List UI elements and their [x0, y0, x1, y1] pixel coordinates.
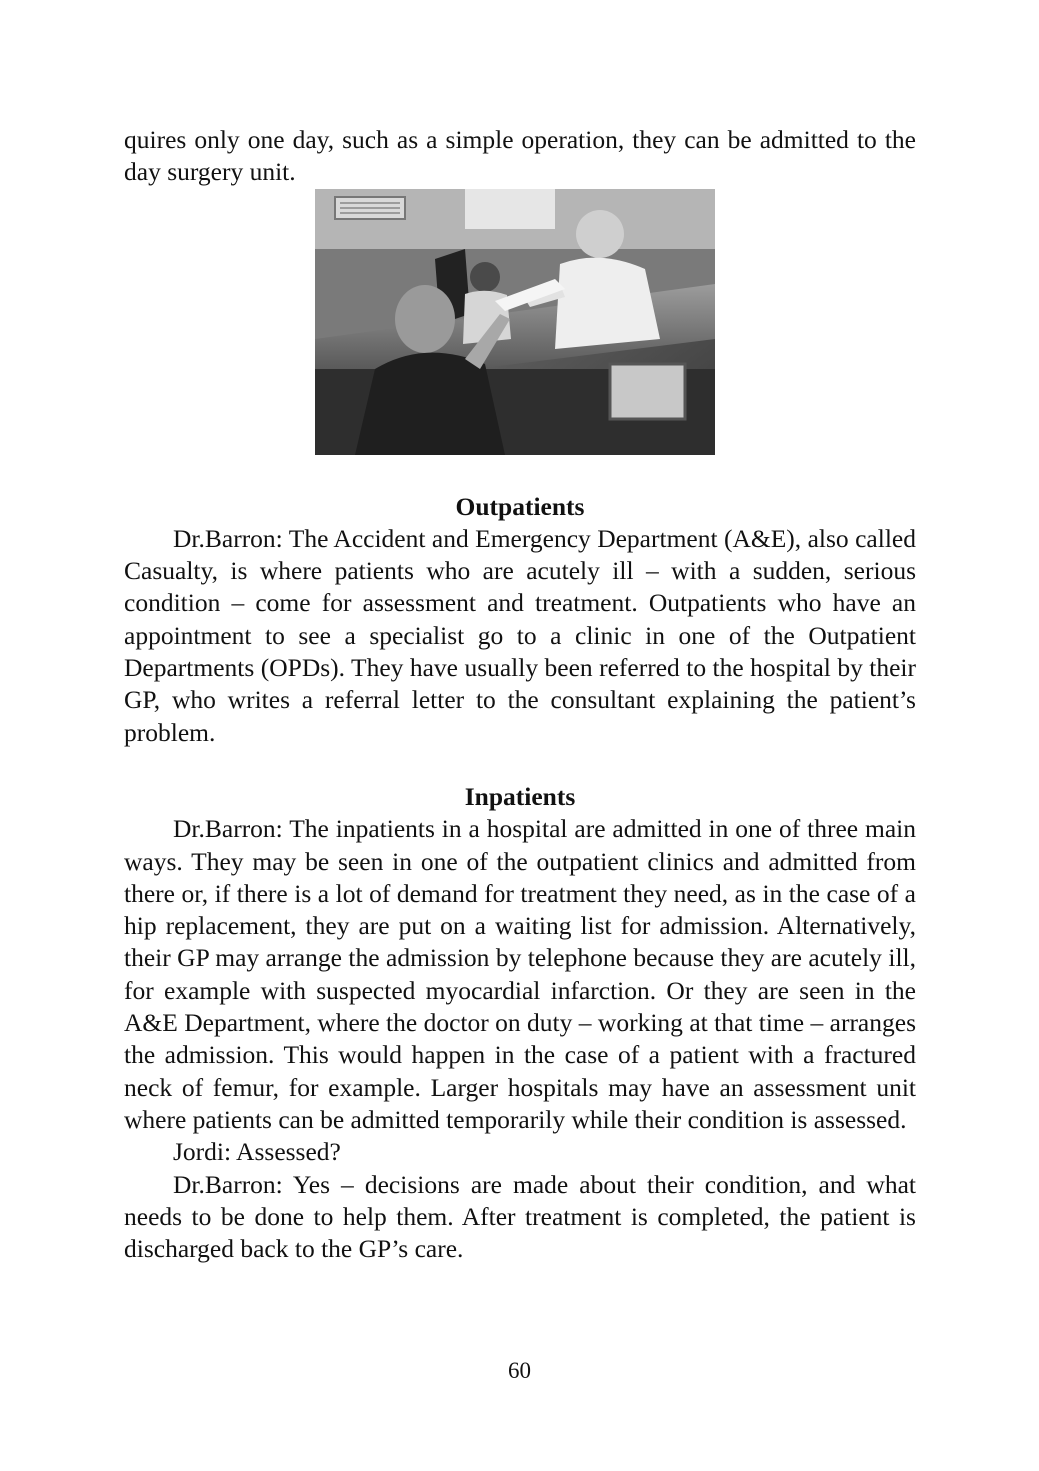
inpatients-paragraph-2: Jordi: Assessed?: [173, 1137, 341, 1167]
section-heading-inpatients: Inpatients: [464, 781, 576, 811]
outpatients-paragraph: Dr.Barron: The Accident and Emergency Department (A&E), also called Casualty, is where patients who are acutely ill – with a sudden, serious condition – come for assessment and treatment. Outpatients who have an appointment to see a specialist go to a clinic in one of the Outpatient Departments (OPDs). They have usually been referred to the hospital by their GP, who writes a referral letter to the consultant explaining the patient’s problem.: [124, 523, 916, 747]
reception-photo: [315, 189, 715, 455]
inpatients-paragraph-3: Dr.Barron: Yes – decisions are made about their condition, and what needs to be done to help them. After treatment is completed, the patient is discharged back to the GP’s care.: [124, 1169, 916, 1264]
inpatients-paragraph-1: Dr.Barron: The inpatients in a hospital are admitted in one of three main ways. They may be seen in one of the outpatient clinics and admitted from there or, if there is a lot of demand for treatment they need, as in the case of a hip replacement, they are put on a waiting list for admission. Alternatively, their GP may arrange the admission by telephone because they are acutely ill, for example with suspected myocardial infarction. Or they are seen in the A&E Department, where the doctor on duty – working at that time – arranges the admission. This would happen in the case of a patient with a fractured neck of femur, for example. Larger hospitals may have an assessment unit where patients can be admitted temporarily while their condition is assessed.: [124, 814, 916, 1134]
intro-paragraph: quires only one day, such as a simple operation, they can be admitted to the day surgery unit.: [124, 125, 916, 187]
page-body: [124, 124, 916, 1265]
page-number: 60: [508, 1358, 531, 1383]
section-heading-outpatients: Outpatients: [455, 491, 585, 521]
photo-reception-desk-icon: [315, 189, 715, 455]
